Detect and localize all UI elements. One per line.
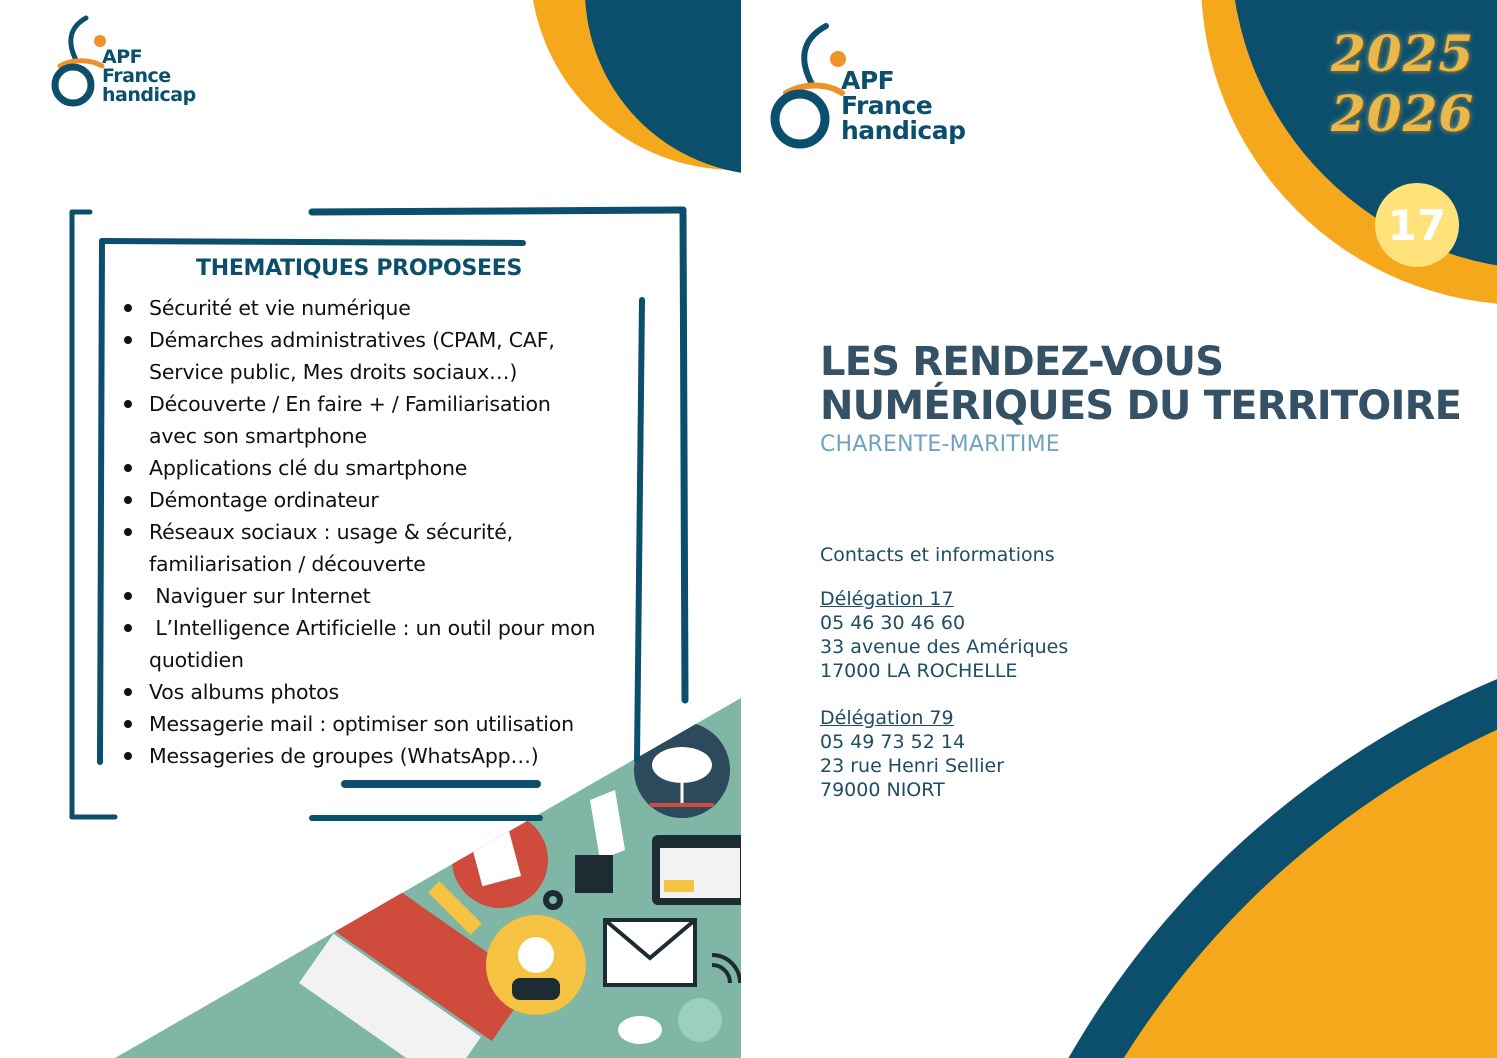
- bullet-icon: [124, 720, 132, 728]
- logo-line-handicap: handicap: [102, 84, 196, 106]
- contacts-block: [820, 543, 1140, 802]
- apf-logo-large: [766, 22, 986, 152]
- bullet-icon: [124, 688, 132, 696]
- topic-item: [149, 452, 619, 484]
- logo-large-line-handicap: handicap: [841, 116, 966, 145]
- delegation-name-link[interactable]: Délégation 79: [820, 707, 954, 729]
- topic-text-line: Naviguer sur Internet: [149, 584, 371, 608]
- right-page-decor: [741, 0, 1497, 1058]
- topic-text-line: Messageries de groupes (WhatsApp…): [149, 744, 539, 768]
- logo-large-line-apf: APF: [841, 66, 895, 95]
- topic-text-line: Vos albums photos: [149, 680, 340, 704]
- topic-text-line: Découverte / En faire + / Familiarisation: [149, 392, 551, 416]
- bullet-icon: [124, 304, 132, 312]
- delegation-city: 79000 NIORT: [820, 779, 945, 801]
- bullet-icon: [124, 528, 132, 536]
- delegation-street: 33 avenue des Amériques: [820, 636, 1069, 658]
- topic-item: [149, 612, 619, 676]
- delegation-street: 23 rue Henri Sellier: [820, 755, 1005, 777]
- year-start: 2025: [1331, 24, 1475, 83]
- bullet-icon: [124, 400, 132, 408]
- headline-line-1: LES RENDEZ-VOUS: [820, 339, 1224, 385]
- bullet-icon: [124, 496, 132, 504]
- delegation-phone: 05 46 30 46 60: [820, 612, 966, 634]
- page-headline: [820, 340, 1480, 428]
- logo-line-apf: APF: [102, 46, 143, 68]
- right-page: [741, 0, 1497, 1058]
- bullet-icon: [124, 624, 132, 632]
- topic-item: [149, 708, 619, 740]
- topic-item: [149, 484, 619, 516]
- delegation-phone: 05 49 73 52 14: [820, 731, 966, 753]
- topic-text-line: L’Intelligence Artificielle : un outil pour mon: [149, 616, 596, 640]
- bullet-icon: [124, 752, 132, 760]
- topic-text-line: Messagerie mail : optimiser son utilisation: [149, 712, 574, 736]
- topic-item: [149, 388, 619, 452]
- apf-logo-large-wordmark: [841, 68, 966, 143]
- topics-title: THEMATIQUES PROPOSEES: [196, 256, 522, 281]
- topic-text-line: Démontage ordinateur: [149, 488, 379, 512]
- topic-text-line: Service public, Mes droits sociaux…): [149, 360, 518, 384]
- topic-text-line: Démarches administratives (CPAM, CAF,: [149, 328, 555, 352]
- topic-item: [149, 740, 619, 772]
- topic-text-line: quotidien: [149, 648, 244, 672]
- delegation-city: 17000 LA ROCHELLE: [820, 660, 1018, 682]
- delegation-name-link[interactable]: Délégation 17: [820, 588, 954, 610]
- contacts-heading: Contacts et informations: [820, 544, 1055, 566]
- topic-text-line: Réseaux sociaux : usage & sécurité,: [149, 520, 513, 544]
- topic-text-line: familiarisation / découverte: [149, 552, 426, 576]
- apf-logo-large-mark: [766, 22, 846, 152]
- topic-item: [149, 676, 619, 708]
- year-end: 2026: [1331, 84, 1475, 143]
- topic-text-line: avec son smartphone: [149, 424, 367, 448]
- topic-text-line: Applications clé du smartphone: [149, 456, 468, 480]
- department-subtitle: CHARENTE-MARITIME: [820, 432, 1060, 457]
- logo-line-france: France: [102, 65, 171, 87]
- topic-item: [149, 580, 619, 612]
- topic-item: [149, 324, 619, 388]
- bullet-icon: [124, 592, 132, 600]
- topic-text-line: Sécurité et vie numérique: [149, 296, 411, 320]
- topic-item: [149, 292, 619, 324]
- bullet-icon: [124, 464, 132, 472]
- logo-large-line-france: France: [841, 91, 933, 120]
- department-badge: 17: [1375, 183, 1459, 267]
- bullet-icon: [124, 336, 132, 344]
- headline-line-2: NUMÉRIQUES DU TERRITOIRE: [820, 383, 1462, 429]
- topics-list: [149, 292, 619, 772]
- left-page: [0, 0, 741, 1058]
- contact-spacer: [820, 683, 1140, 706]
- topic-item: [149, 516, 619, 580]
